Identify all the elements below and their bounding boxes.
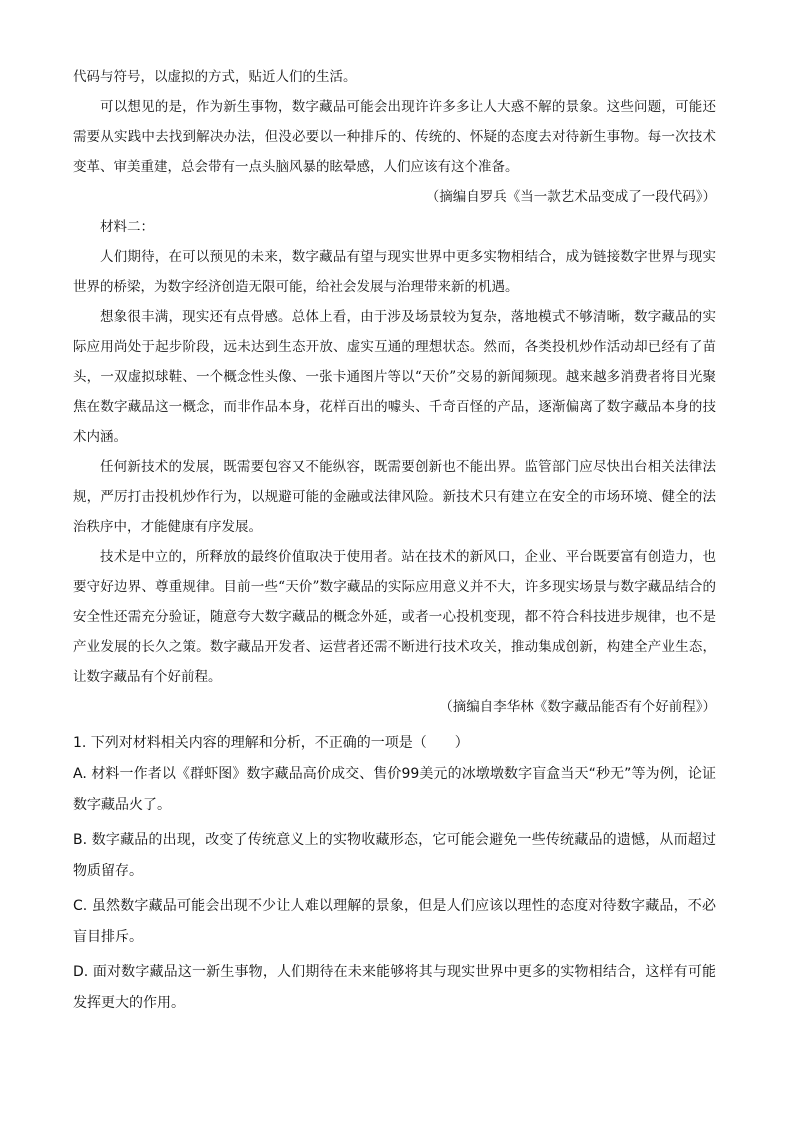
passage-paragraph: 可以想见的是，作为新生事物，数字藏品可能会出现许许多多让人大惑不解的景象。这些问题，可能还需要从实践中去找到解决办法，但没必要以一种排斥的、传统的、怀疑的态度去对待新生事物。每一次技术变革、审美重建，总会带有一点头脑风暴的眩晕感，人们应该有这个准备。 [73, 99, 716, 175]
answer-option-c: C. 虽然数字藏品可能会出现不少让人难以理解的景象，但是人们应该以理性的态度对待数字藏品，不必盲目排斥。 [73, 898, 716, 945]
answer-option-d: D. 面对数字藏品这一新生事物，人们期待在未来能够将其与现实世界中更多的实物相结合，这样有可能发挥更大的作用。 [73, 964, 716, 1011]
passage-paragraph: 代码与符号，以虚拟的方式，贴近人们的生活。 [73, 69, 357, 85]
source-citation: （摘编自李华林《数字藏品能否有个好前程》） [439, 699, 716, 715]
answer-option-b: B. 数字藏品的出现，改变了传统意义上的实物收藏形态，它可能会避免一些传统藏品的遗憾，从而超过物质留存。 [73, 832, 716, 879]
passage-paragraph: 想象很丰满，现实还有点骨感。总体上看，由于涉及场景较为复杂，落地模式不够清晰，数字藏品的实际应用尚处于起步阶段，远未达到生态开放、虚实互通的理想状态。然而，各类投机炒作活动却已经有了苗头，一双虚拟球鞋、一个概念性头像、一张卡通图片等以“天价”交易的新闻频现。越来越多消费者将目光聚焦在数字藏品这一概念，而非作品本身，花样百出的噱头、千奇百怪的产品，逐渐偏离了数字藏品本身的技术内涵。 [73, 309, 716, 445]
passage-paragraph: 人们期待，在可以预见的未来，数字藏品有望与现实世界中更多实物相结合，成为链接数字世界与现实世界的桥梁，为数字经济创造无限可能，给社会发展与治理带来新的机遇。 [73, 249, 716, 295]
question-stem: 1. 下列对材料相关内容的理解和分析，不正确的一项是（ ） [73, 735, 469, 751]
answer-option-a: A. 材料一作者以《群虾图》数字藏品高价成交、售价99美元的冰墩墩数字盲盒当天“秒无”等为例，论证数字藏品火了。 [73, 766, 716, 813]
passage-paragraph: 技术是中立的，所释放的最终价值取决于使用者。站在技术的新风口，企业、平台既要富有创造力，也要守好边界、尊重规律。目前一些“天价”数字藏品的实际应用意义并不大，许多现实场景与数字藏品结合的安全性还需充分验证，随意夸大数字藏品的概念外延，或者一心投机变现，都不符合科技进步规律，也不是产业发展的长久之策。数字藏品开发者、运营者还需不断进行技术攻关，推动集成创新，构建全产业生态，让数字藏品有个好前程。 [73, 549, 716, 685]
passage-paragraph: 任何新技术的发展，既需要包容又不能纵容，既需要创新也不能出界。监管部门应尽快出台相关法律法规，严厉打击投机炒作行为，以规避可能的金融或法律风险。新技术只有建立在安全的市场环境、健全的法治秩序中，才能健康有序发展。 [73, 459, 716, 535]
material-heading: 材料二： [100, 219, 154, 235]
source-citation: （摘编自罗兵《当一款艺术品变成了一段代码》） [425, 189, 716, 205]
question-block [73, 728, 716, 1019]
reading-passage [73, 62, 716, 722]
